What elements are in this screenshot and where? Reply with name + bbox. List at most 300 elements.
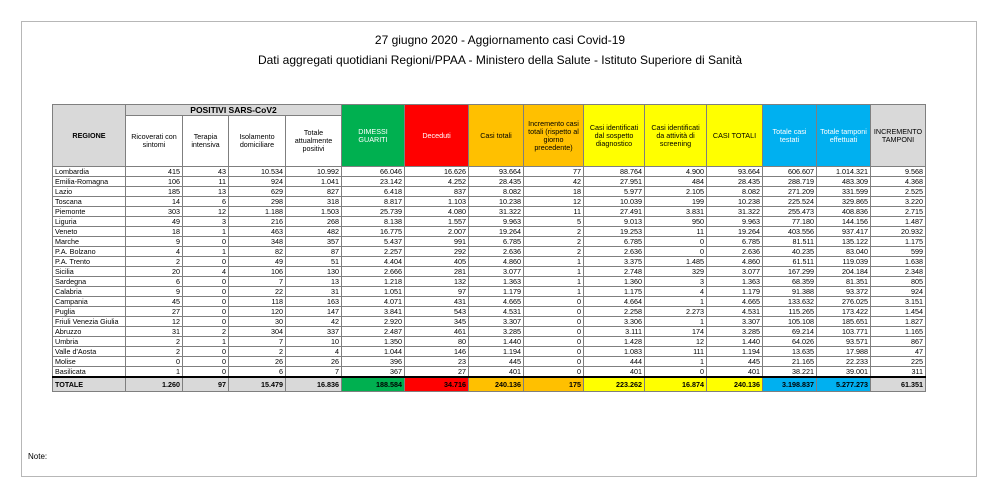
table-cell: 175 [524, 377, 584, 392]
table-cell: 2.748 [584, 267, 645, 277]
table-cell: 1.638 [871, 257, 926, 267]
table-cell: 93.372 [817, 287, 871, 297]
region-name: Calabria [53, 287, 126, 297]
header-incremento-casi: Incremento casi totali (rispetto al giorno precedente) [524, 105, 584, 167]
table-cell: 13 [183, 187, 229, 197]
table-cell: 304 [229, 327, 286, 337]
table-cell: 4.080 [405, 207, 469, 217]
table-cell: 629 [229, 187, 286, 197]
table-cell: 1 [645, 317, 707, 327]
table-cell: 292 [405, 247, 469, 257]
table-cell: 0 [183, 257, 229, 267]
table-cell: 405 [405, 257, 469, 267]
table-cell: 22.233 [817, 357, 871, 367]
table-cell: 348 [229, 237, 286, 247]
table-cell: 1.083 [584, 347, 645, 357]
table-cell: 147 [286, 307, 342, 317]
table-cell: 255.473 [763, 207, 817, 217]
table-cell: 93.664 [469, 167, 524, 177]
region-name: Toscana [53, 197, 126, 207]
table-row [53, 297, 926, 307]
table-cell: 31 [126, 327, 183, 337]
table-cell: 4.860 [707, 257, 763, 267]
table-cell: 0 [524, 307, 584, 317]
table-cell: 6.785 [584, 237, 645, 247]
table-cell: 77.180 [763, 217, 817, 227]
table-cell: 0 [126, 357, 183, 367]
table-cell: 97 [405, 287, 469, 297]
table-cell: 3.285 [469, 327, 524, 337]
table-row [53, 197, 926, 207]
table-cell: 188.584 [342, 377, 405, 392]
table-cell: 82 [229, 247, 286, 257]
table-cell: 5.437 [342, 237, 405, 247]
region-name: Sardegna [53, 277, 126, 287]
table-cell: 0 [524, 317, 584, 327]
table-cell: 408.836 [817, 207, 871, 217]
table-cell: 27.491 [584, 207, 645, 217]
table-cell: 3 [183, 217, 229, 227]
table-cell: 61.511 [763, 257, 817, 267]
table-cell: 61.351 [871, 377, 926, 392]
table-cell: 1 [524, 277, 584, 287]
table-cell: 12 [183, 207, 229, 217]
table-cell: 8.138 [342, 217, 405, 227]
table-cell: 39.001 [817, 367, 871, 378]
table-cell: 6 [229, 367, 286, 378]
table-cell: 3.151 [871, 297, 926, 307]
table-cell: 1.175 [871, 237, 926, 247]
table-cell: 9.963 [469, 217, 524, 227]
table-cell: 42 [524, 177, 584, 187]
table-cell: 199 [645, 197, 707, 207]
table-cell: 2.487 [342, 327, 405, 337]
table-cell: 1 [524, 267, 584, 277]
header-dimessi-guariti: DIMESSI GUARITI [342, 105, 405, 167]
table-cell: 81.351 [817, 277, 871, 287]
table-row [53, 167, 926, 177]
region-name: Liguria [53, 217, 126, 227]
table-cell: 11 [524, 207, 584, 217]
table-cell: 329.865 [817, 197, 871, 207]
table-cell: 1.194 [469, 347, 524, 357]
table-cell: 276.025 [817, 297, 871, 307]
table-cell: 27.951 [584, 177, 645, 187]
table-row [53, 217, 926, 227]
table-cell: 66.046 [342, 167, 405, 177]
table-cell: 120 [229, 307, 286, 317]
table-cell: 1.454 [871, 307, 926, 317]
table-cell: 0 [183, 367, 229, 378]
table-cell: 4.665 [469, 297, 524, 307]
region-name: Campania [53, 297, 126, 307]
table-cell: 6.785 [469, 237, 524, 247]
table-cell: 1 [183, 247, 229, 257]
table-cell: 8.082 [707, 187, 763, 197]
table-cell: 12 [126, 317, 183, 327]
total-row [53, 377, 926, 392]
table-cell: 2 [524, 237, 584, 247]
table-cell: 16.874 [645, 377, 707, 392]
table-cell: 403.556 [763, 227, 817, 237]
table-cell: 133.632 [763, 297, 817, 307]
region-name: Lazio [53, 187, 126, 197]
table-cell: 3.198.837 [763, 377, 817, 392]
table-row [53, 247, 926, 257]
table-cell: 3.285 [707, 327, 763, 337]
table-cell: 0 [183, 317, 229, 327]
table-cell: 167.299 [763, 267, 817, 277]
table-cell: 81.511 [763, 237, 817, 247]
table-cell: 331.599 [817, 187, 871, 197]
table-cell: 288.719 [763, 177, 817, 187]
table-cell: 216 [229, 217, 286, 227]
table-cell: 937.417 [817, 227, 871, 237]
header-totale-positivi: Totale attualmente positivi [286, 116, 342, 167]
table-cell: 4.531 [469, 307, 524, 317]
table-cell: 4.664 [584, 297, 645, 307]
table-cell: 268 [286, 217, 342, 227]
table-row [53, 237, 926, 247]
table-cell: 20 [126, 267, 183, 277]
table-cell: 2.348 [871, 267, 926, 277]
table-cell: 0 [183, 357, 229, 367]
table-cell: 1.179 [707, 287, 763, 297]
table-cell: 2 [524, 227, 584, 237]
table-cell: 26 [286, 357, 342, 367]
table-cell: 2 [524, 247, 584, 257]
table-cell: 4.860 [469, 257, 524, 267]
table-cell: 106 [229, 267, 286, 277]
table-cell: 1.041 [286, 177, 342, 187]
table-cell: 3.220 [871, 197, 926, 207]
table-cell: 6.785 [707, 237, 763, 247]
table-cell: 401 [469, 367, 524, 378]
table-cell: 4.404 [342, 257, 405, 267]
table-cell: 483.309 [817, 177, 871, 187]
table-cell: 2.715 [871, 207, 926, 217]
table-cell: 345 [405, 317, 469, 327]
region-name: Friuli Venezia Giulia [53, 317, 126, 327]
table-cell: 11 [645, 227, 707, 237]
table-cell: 22 [229, 287, 286, 297]
table-cell: 130 [286, 267, 342, 277]
table-cell: 0 [524, 367, 584, 378]
table-cell: 3.306 [584, 317, 645, 327]
table-cell: 5.977 [584, 187, 645, 197]
region-name: Sicilia [53, 267, 126, 277]
table-cell: 337 [286, 327, 342, 337]
table-cell: 0 [183, 347, 229, 357]
region-name: Puglia [53, 307, 126, 317]
table-cell: 1.051 [342, 287, 405, 297]
table-cell: 4.900 [645, 167, 707, 177]
table-cell: 1 [183, 337, 229, 347]
table-cell: 599 [871, 247, 926, 257]
table-cell: 805 [871, 277, 926, 287]
table-row [53, 317, 926, 327]
table-cell: 401 [707, 367, 763, 378]
header-casi-screening: Casi identificati da attività di screening [645, 105, 707, 167]
table-cell: 105.108 [763, 317, 817, 327]
table-cell: 415 [126, 167, 183, 177]
table-cell: 87 [286, 247, 342, 257]
table-cell: 281 [405, 267, 469, 277]
region-name: Lombardia [53, 167, 126, 177]
table-cell: 827 [286, 187, 342, 197]
table-cell: 144.156 [817, 217, 871, 227]
table-cell: 1.044 [342, 347, 405, 357]
table-cell: 31.322 [469, 207, 524, 217]
header-totale-tamponi: Totale tamponi effettuati [817, 105, 871, 167]
table-row [53, 267, 926, 277]
table-cell: 69.214 [763, 327, 817, 337]
table-cell: 2.258 [584, 307, 645, 317]
table-cell: 837 [405, 187, 469, 197]
table-cell: 1.179 [469, 287, 524, 297]
header-totale-testati: Totale casi testati [763, 105, 817, 167]
table-cell: 5.277.273 [817, 377, 871, 392]
table-cell: 6.418 [342, 187, 405, 197]
table-cell: 26 [229, 357, 286, 367]
table-cell: 2.525 [871, 187, 926, 197]
table-cell: 271.209 [763, 187, 817, 197]
table-cell: 1.350 [342, 337, 405, 347]
table-cell: 135.122 [817, 237, 871, 247]
table-cell: 7 [229, 277, 286, 287]
header-casi-totali: Casi totali [469, 105, 524, 167]
table-cell: 7 [229, 337, 286, 347]
table-cell: 80 [405, 337, 469, 347]
table-cell: 1.188 [229, 207, 286, 217]
table-cell: 225 [871, 357, 926, 367]
table-cell: 1 [524, 257, 584, 267]
table-cell: 1.503 [286, 207, 342, 217]
table-cell: 23 [405, 357, 469, 367]
table-cell: 1.218 [342, 277, 405, 287]
table-cell: 19.264 [707, 227, 763, 237]
table-cell: 3.077 [469, 267, 524, 277]
header-regione: REGIONE [53, 105, 126, 167]
table-cell: 2.273 [645, 307, 707, 317]
table-cell: 2.105 [645, 187, 707, 197]
table-cell: 3.111 [584, 327, 645, 337]
table-cell: 9.568 [871, 167, 926, 177]
table-cell: 0 [183, 287, 229, 297]
region-name: Umbria [53, 337, 126, 347]
region-name: P.A. Bolzano [53, 247, 126, 257]
table-cell: 0 [645, 247, 707, 257]
table-cell: 119.039 [817, 257, 871, 267]
table-row [53, 177, 926, 187]
table-cell: 2.636 [469, 247, 524, 257]
table-cell: 0 [183, 277, 229, 287]
table-cell: 118 [229, 297, 286, 307]
table-cell: 0 [183, 297, 229, 307]
table-cell: 16.775 [342, 227, 405, 237]
table-cell: 0 [183, 307, 229, 317]
table-cell: 543 [405, 307, 469, 317]
table-cell: 1.487 [871, 217, 926, 227]
region-name: Basilicata [53, 367, 126, 378]
table-cell: 28.435 [469, 177, 524, 187]
table-cell: 8.817 [342, 197, 405, 207]
table-cell: 103.771 [817, 327, 871, 337]
table-cell: 173.422 [817, 307, 871, 317]
table-cell: 2.257 [342, 247, 405, 257]
table-cell: 2 [126, 347, 183, 357]
table-cell: 49 [126, 217, 183, 227]
table-cell: 3 [645, 277, 707, 287]
report-source-subtitle: Dati aggregati quotidiani Regioni/PPAA - Ministero della Salute - Istituto Superiore di Sanità [257, 53, 743, 67]
table-cell: 0 [645, 237, 707, 247]
table-cell: 401 [584, 367, 645, 378]
report-date-title: 27 giugno 2020 - Aggiornamento casi Covid-19 [374, 33, 626, 47]
table-cell: 1 [126, 367, 183, 378]
table-cell: 298 [229, 197, 286, 207]
table-cell: 34.716 [405, 377, 469, 392]
table-cell: 223.262 [584, 377, 645, 392]
table-cell: 174 [645, 327, 707, 337]
table-cell: 16.626 [405, 167, 469, 177]
table-cell: 2 [229, 347, 286, 357]
table-cell: 9 [126, 287, 183, 297]
table-cell: 1 [645, 297, 707, 307]
table-cell: 0 [524, 357, 584, 367]
table-cell: 0 [524, 297, 584, 307]
table-cell: 64.026 [763, 337, 817, 347]
table-cell: 9.013 [584, 217, 645, 227]
table-cell: 8.082 [469, 187, 524, 197]
header-casi-sospetto: Casi identificati dal sospetto diagnostico [584, 105, 645, 167]
header-ricoverati: Ricoverati con sintomi [126, 116, 183, 167]
table-cell: 115.265 [763, 307, 817, 317]
table-cell: 9 [126, 237, 183, 247]
table-cell: 950 [645, 217, 707, 227]
table-cell: 23.142 [342, 177, 405, 187]
table-cell: 1.440 [469, 337, 524, 347]
table-cell: 30 [229, 317, 286, 327]
header-positivi-group: POSITIVI SARS-CoV2 [126, 105, 342, 116]
table-cell: 19.264 [469, 227, 524, 237]
table-cell: 27 [126, 307, 183, 317]
header-incremento-tamponi: INCREMENTO TAMPONI [871, 105, 926, 167]
table-cell: 6 [126, 277, 183, 287]
region-name: Veneto [53, 227, 126, 237]
table-cell: 185 [126, 187, 183, 197]
table-cell: 240.136 [707, 377, 763, 392]
table-cell: 991 [405, 237, 469, 247]
region-name: Valle d'Aosta [53, 347, 126, 357]
table-cell: 14 [126, 197, 183, 207]
table-cell: 31.322 [707, 207, 763, 217]
table-cell: 606.607 [763, 167, 817, 177]
table-body [53, 167, 926, 392]
header-deceduti: Deceduti [405, 105, 469, 167]
table-cell: 31 [286, 287, 342, 297]
table-cell: 51 [286, 257, 342, 267]
table-cell: 77 [524, 167, 584, 177]
region-name: P.A. Trento [53, 257, 126, 267]
table-cell: 15.479 [229, 377, 286, 392]
table-cell: 4 [183, 267, 229, 277]
header-isolamento: Isolamento domiciliare [229, 116, 286, 167]
table-cell: 482 [286, 227, 342, 237]
table-cell: 5 [524, 217, 584, 227]
table-row [53, 307, 926, 317]
table-cell: 10.534 [229, 167, 286, 177]
table-cell: 2 [126, 257, 183, 267]
table-cell: 10 [286, 337, 342, 347]
table-cell: 2.636 [707, 247, 763, 257]
table-cell: 1.103 [405, 197, 469, 207]
table-cell: 2.920 [342, 317, 405, 327]
table-cell: 1.428 [584, 337, 645, 347]
table-cell: 444 [584, 357, 645, 367]
table-cell: 68.359 [763, 277, 817, 287]
footer-note: Note: [28, 452, 48, 461]
table-cell: 357 [286, 237, 342, 247]
table-cell: 49 [229, 257, 286, 267]
table-cell: 132 [405, 277, 469, 287]
table-cell: 329 [645, 267, 707, 277]
table-row [53, 347, 926, 357]
table-cell: 484 [645, 177, 707, 187]
table-cell: 1.440 [707, 337, 763, 347]
table-cell: 867 [871, 337, 926, 347]
total-label: TOTALE [53, 377, 126, 392]
table-cell: 2.666 [342, 267, 405, 277]
table-cell: 1.165 [871, 327, 926, 337]
table-cell: 3.831 [645, 207, 707, 217]
table-cell: 146 [405, 347, 469, 357]
table-cell: 38.221 [763, 367, 817, 378]
table-cell: 43 [183, 167, 229, 177]
table-cell: 225.524 [763, 197, 817, 207]
table-cell: 12 [524, 197, 584, 207]
region-name: Abruzzo [53, 327, 126, 337]
table-row [53, 337, 926, 347]
table-cell: 25.739 [342, 207, 405, 217]
table-cell: 0 [183, 237, 229, 247]
header-casi-totali-2: CASI TOTALI [707, 105, 763, 167]
table-cell: 10.238 [469, 197, 524, 207]
table-cell: 6 [183, 197, 229, 207]
table-cell: 431 [405, 297, 469, 307]
table-cell: 1.194 [707, 347, 763, 357]
table-cell: 463 [229, 227, 286, 237]
table-cell: 91.388 [763, 287, 817, 297]
table-cell: 3.307 [707, 317, 763, 327]
table-cell: 4 [286, 347, 342, 357]
table-cell: 1.260 [126, 377, 183, 392]
table-cell: 11 [183, 177, 229, 187]
table-cell: 2.636 [584, 247, 645, 257]
region-name: Piemonte [53, 207, 126, 217]
table-cell: 111 [645, 347, 707, 357]
table-cell: 3.307 [469, 317, 524, 327]
table-cell: 27 [405, 367, 469, 378]
table-cell: 1.360 [584, 277, 645, 287]
table-cell: 924 [229, 177, 286, 187]
table-cell: 88.764 [584, 167, 645, 177]
table-cell: 3.077 [707, 267, 763, 277]
table-cell: 185.651 [817, 317, 871, 327]
table-cell: 367 [342, 367, 405, 378]
table-cell: 1.485 [645, 257, 707, 267]
table-cell: 45 [126, 297, 183, 307]
table-cell: 10.039 [584, 197, 645, 207]
